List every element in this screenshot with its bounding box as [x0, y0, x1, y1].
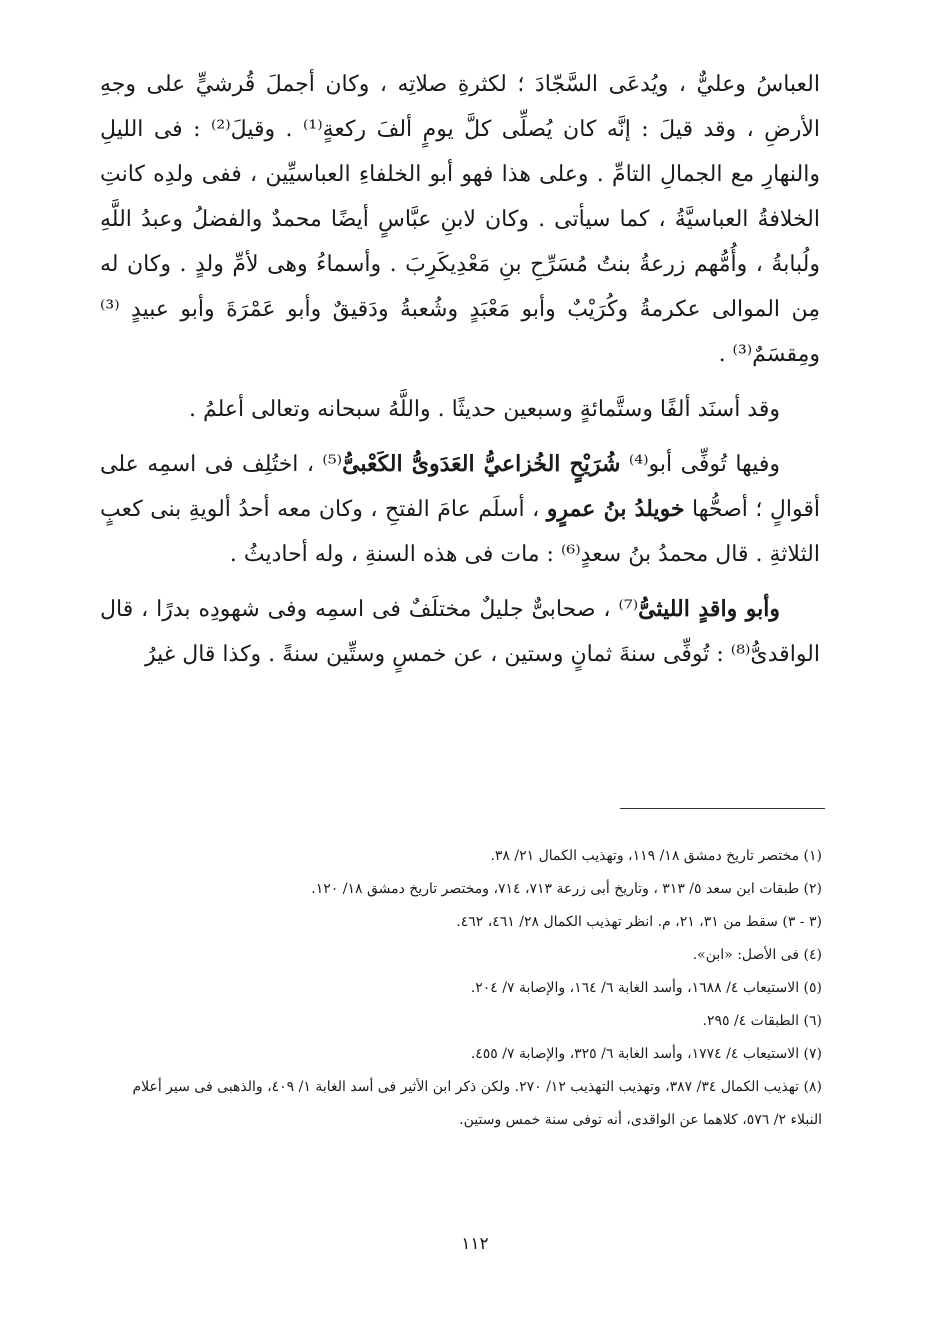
abu-waqid-name: وأبو واقدٍ الليثىُّ	[638, 596, 780, 622]
footnote-2: (٢) طبقات ابن سعد ٥/ ٣١٣ ، وتاريخ أبى زرعة ٧١٣، ٧١٤، ومختصر تاريخ دمشق ١٨/ ١٢٠.	[311, 881, 822, 897]
footnote-5: (٥) الاستيعاب ٤/ ١٦٨٨، وأسد الغابة ٦/ ١٦٤، والإصابة ٧/ ٢٠٤.	[470, 980, 822, 996]
footnote-7: (٧) الاستيعاب ٤/ ١٧٧٤، وأسد الغابة ٦/ ٣٢٥، والإصابة ٧/ ٤٥٥.	[470, 1046, 822, 1062]
footnote-6: (٦) الطبقات ٤/ ٢٩٥.	[702, 1013, 822, 1029]
footnote-4: (٤) فى الأصل: «ابن».	[692, 947, 822, 963]
footnote-1: (١) مختصر تاريخ دمشق ١٨/ ١١٩، وتهذيب الكمال ٢١/ ٣٨.	[490, 848, 822, 864]
page-number: ١١٢	[461, 1234, 489, 1254]
abu-shurayh-prefix: وفيها تُوفِّى أبو⁽⁴⁾	[620, 452, 780, 477]
footnote-separator-line	[620, 808, 825, 809]
paragraph-abu-waqid	[100, 587, 820, 677]
footnotes-section	[100, 840, 822, 1137]
abu-shurayh-middle: ⁽⁵⁾ ، اختُلِف فى اسمِه على أقوالٍ ؛ أصحُّها	[100, 452, 820, 522]
footnote-8: (٨) تهذيب الكمال ٣٤/ ٣٨٧، وتهذيب التهذيب ١٢/ ٢٧٠. ولكن ذكر ابن الأثير فى أسد الغابة ١/ ٤٠٩، والذهبى فى سير أعلام النبلاء ٢/ ٥٧٦، كلاهما عن الواقدى، أنه توفى سنة خمس وستين.	[132, 1079, 822, 1128]
abu-shurayh-name: شُرَيْحٍ الخُزاعيُّ العَدَوىُّ الكَعْبىُّ	[342, 451, 621, 477]
paragraph-hadith-count: وقد أسنَد ألفًا وستَّمائةٍ وسبعين حديثًا . واللَّهُ سبحانه وتعالى أعلمُ .	[188, 397, 780, 422]
paragraph-abu-shurayh	[100, 442, 820, 577]
paragraph-abbas-sons: العباسُ وعليٌّ ، ويُدعَى السَّجّادَ ؛ لكثرةِ صلاتِه ، وكان أجملَ قُرشيٍّ على وجهِ الأرضِ ، وقد قيلَ : إنَّه كان يُصلِّى كلَّ يومٍ ألفَ ركعةٍ⁽¹⁾ . وقيلَ⁽²⁾ : فى الليلِ والنهارِ مع الجمالِ التامِّ . وعلى هذا فهو أبو الخلفاءِ العباسيِّين ، ففى ولدِه كانتِ الخلافةُ العباسيَّةُ ، كما سيأتى . وكان لابنِ عبَّاسٍ أيضًا محمدٌ والفضلُ وعبدُ اللَّهِ ولُبابةُ ، وأُمُّهم زرعةُ بنتُ مُسَرِّحِ بنِ مَعْدِيكَرِبَ . وأسماءُ وهى لأمِّ ولدٍ . وكان له مِن الموالى عكرمةُ وكُرَيْبٌ وأبو مَعْبَدٍ وشُعبةُ ودَقيقٌ وأبو عَمْرَةَ وأبو عبيدٍ ⁽³⁾ ومِقسَمٌ⁽³⁾ .	[100, 72, 820, 367]
footnote-3: (٣ - ٣) سقط من ٣١، ٢١، م. انظر تهذيب الكمال ٢٨/ ٤٦١، ٤٦٢.	[456, 914, 822, 930]
abu-shurayh-suffix: ، أسلَم عامَ الفتحِ ، وكان معه أحدُ ألويةِ بنى كعبٍ الثلاثةِ . قال محمدُ بنُ سعدٍ⁽⁶⁾ : مات فى هذه السنةِ ، وله أحاديثُ .	[100, 497, 820, 567]
khuwaylid-name: خويلدُ بنُ عمرٍو	[546, 496, 685, 522]
main-text-body	[100, 62, 820, 677]
abu-waqid-text: ⁽⁷⁾ ، صحابىٌّ جليلٌ مختلَفٌ فى اسمِه وفى شهودِه بدرًا ، قال الواقدىُّ⁽⁸⁾ : تُوفِّى سنةَ ثمانٍ وستين ، عن خمسٍ وستِّين سنةً . وكذا قال غيرُ	[100, 597, 820, 667]
